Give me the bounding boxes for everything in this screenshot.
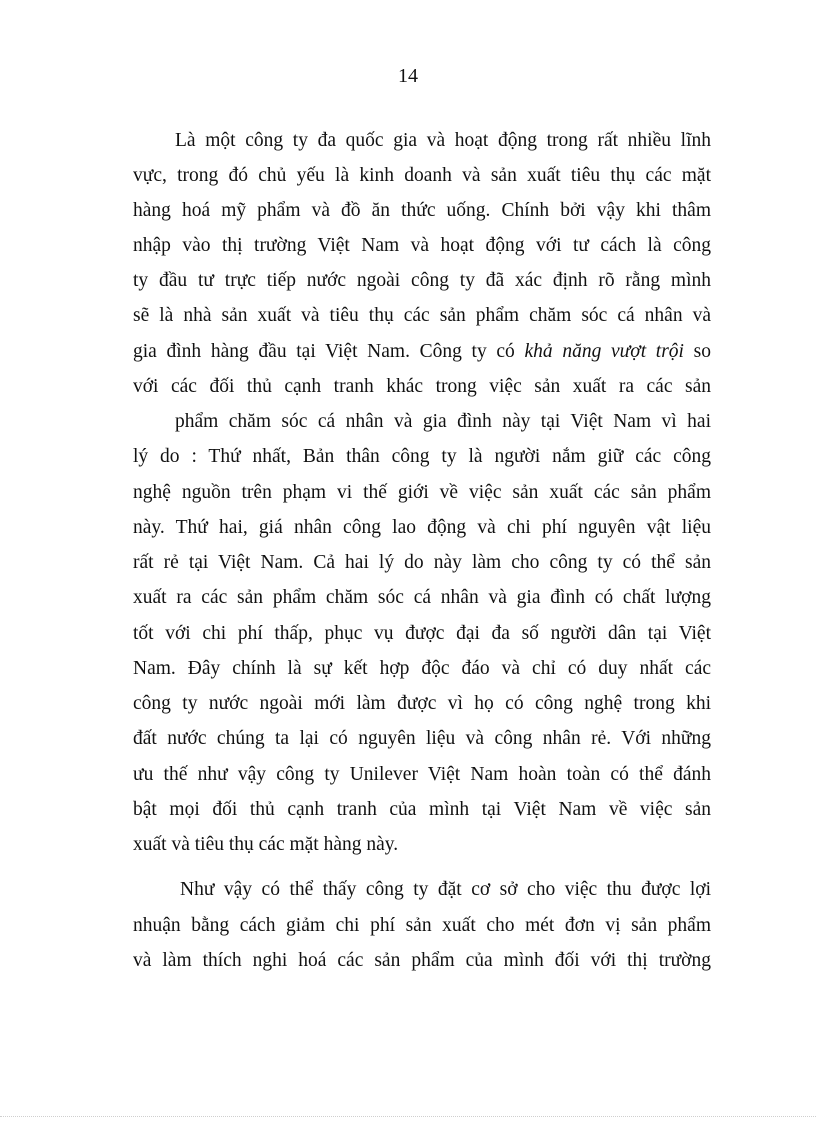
text-line: nhuận bằng cách giảm chi phí sản xuất cho mét đơn vị sản phẩm xyxy=(133,915,711,936)
text-line: xuất và tiêu thụ các mặt hàng này. xyxy=(133,834,399,855)
text-line: bật mọi đối thủ cạnh tranh của mình tại Việt Nam về việc sản xyxy=(133,799,711,820)
text-line: xuất ra các sản phẩm chăm sóc cá nhân và gia đình có chất lượng xyxy=(133,587,711,608)
emphasized-text: khả năng vượt trội xyxy=(524,341,684,362)
footer-divider xyxy=(0,1116,816,1117)
text-line: ty đầu tư trực tiếp nước ngoài công ty đã xác định rõ rằng mình xyxy=(133,270,711,291)
text-line: nghệ nguồn trên phạm vi thế giới về việc sản xuất các sản phẩm xyxy=(133,482,711,503)
text-segment: gia đình hàng đầu tại Việt Nam. Công ty có xyxy=(133,341,515,362)
text-line: Nam. Đây chính là sự kết hợp độc đáo và chỉ có duy nhất các xyxy=(133,658,711,679)
text-line-mixed xyxy=(133,334,711,370)
text-line: vực, trong đó chủ yếu là kinh doanh và sản xuất tiêu thụ các mặt xyxy=(133,165,711,186)
text-line: ưu thế như vậy công ty Unilever Việt Nam hoàn toàn có thể đánh xyxy=(133,764,711,785)
page-number: 14 xyxy=(398,65,418,87)
text-line: phẩm chăm sóc cá nhân và gia đình này tại Việt Nam vì hai xyxy=(175,411,711,432)
text-line: nhập vào thị trường Việt Nam và hoạt động với tư cách là công xyxy=(133,235,711,256)
text-line: sẽ là nhà sản xuất và tiêu thụ các sản phẩm chăm sóc cá nhân và xyxy=(133,305,711,326)
text-segment: so xyxy=(693,341,712,362)
text-line: đất nước chúng ta lại có nguyên liệu và công nhân rẻ. Với những xyxy=(133,728,711,749)
text-line: lý do : Thứ nhất, Bản thân công ty là người nắm giữ các công xyxy=(133,446,711,467)
text-line: công ty nước ngoài mới làm được vì họ có công nghệ trong khi xyxy=(133,693,711,714)
text-line: rất rẻ tại Việt Nam. Cả hai lý do này làm cho công ty có thể sản xyxy=(133,552,711,573)
text-line: tốt với chi phí thấp, phục vụ được đại đa số người dân tại Việt xyxy=(133,623,711,644)
text-line: với các đối thủ cạnh tranh khác trong việc sản xuất ra các sản xyxy=(133,376,711,397)
text-line: Như vậy có thể thấy công ty đặt cơ sở cho việc thu được lợi xyxy=(180,879,711,900)
text-line: Là một công ty đa quốc gia và hoạt động trong rất nhiều lĩnh xyxy=(175,130,711,151)
text-line: và làm thích nghi hoá các sản phẩm của mình đối với thị trường xyxy=(133,950,711,971)
text-line: hàng hoá mỹ phẩm và đồ ăn thức uống. Chính bởi vậy khi thâm xyxy=(133,200,711,221)
text-line: này. Thứ hai, giá nhân công lao động và chi phí nguyên vật liệu xyxy=(133,517,711,538)
